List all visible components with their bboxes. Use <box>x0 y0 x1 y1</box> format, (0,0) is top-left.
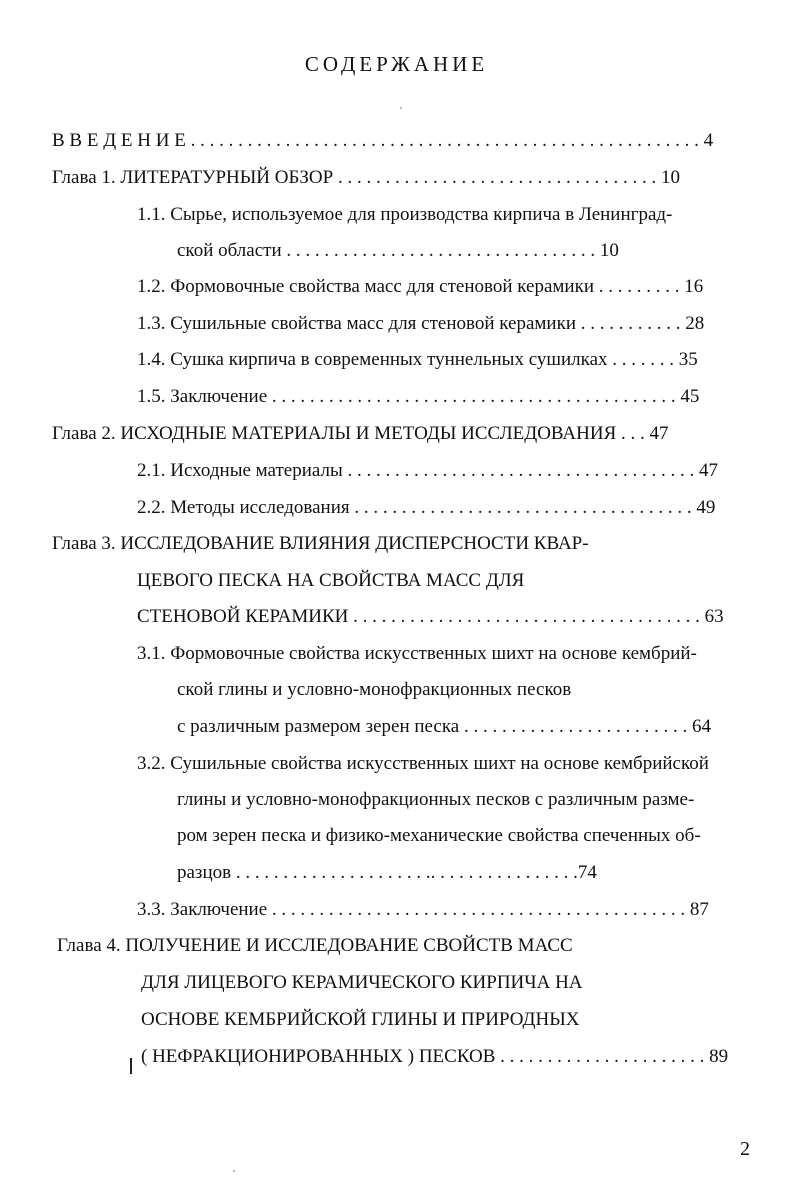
toc-section-3-1: 3.1. Формовочные свойства искусственных шихт на основе кембрий- <box>137 643 697 664</box>
toc-chapter-4-cont: ДЛЯ ЛИЦЕВОГО КЕРАМИЧЕСКОГО КИРПИЧА НА <box>141 972 583 993</box>
toc-section-3-2-cont-2: ром зерен песка и физико-механические свойства спеченных об- <box>177 825 701 846</box>
toc-section-3-1-cont: ской глины и условно-монофракционных песков <box>177 679 572 700</box>
toc-section-3-3: 3.3. Заключение . . . . . . . . . . . . . . . . . . . . . . . . . . . . . . . . . . . . . . . . . . . . 87 <box>137 899 709 920</box>
toc-chapter-2: Глава 2. ИСХОДНЫЕ МАТЕРИАЛЫ И МЕТОДЫ ИССЛЕДОВАНИЯ . . . 47 <box>52 423 669 444</box>
page-number: 2 <box>740 1138 750 1160</box>
toc-section-1-1: 1.1. Сырье, используемое для производства кирпича в Ленинград- <box>137 204 673 225</box>
toc-section-3-2-cont-3: разцов . . . . . . . . . . . . . . . . . . . . .. . . . . . . . . . . . . . . .74 <box>177 862 597 883</box>
toc-section-1-3: 1.3. Сушильные свойства масс для стеновой керамики . . . . . . . . . . . 28 <box>137 313 705 334</box>
toc-section-2-2: 2.2. Методы исследования . . . . . . . . . . . . . . . . . . . . . . . . . . . . . . . . . . . . 49 <box>137 497 716 518</box>
toc-section-3-1-cont-2: с различным размером зерен песка . . . . . . . . . . . . . . . . . . . . . . . . 64 <box>177 716 711 737</box>
margin-mark <box>130 1058 132 1074</box>
toc-section-1-4: 1.4. Сушка кирпича в современных туннельных сушилках . . . . . . . 35 <box>137 349 698 370</box>
toc-section-3-2-cont: глины и условно-монофракционных песков с различным разме- <box>177 789 695 810</box>
toc-section-3-2: 3.2. Сушильные свойства искусственных шихт на основе кембрийской <box>137 753 709 774</box>
toc-chapter-4: Глава 4. ПОЛУЧЕНИЕ И ИССЛЕДОВАНИЕ СВОЙСТВ МАСС <box>57 935 573 956</box>
page-title: СОДЕРЖАНИЕ <box>304 52 489 76</box>
toc-intro: В В Е Д Е Н И Е . . . . . . . . . . . . . . . . . . . . . . . . . . . . . . . . . . . . . . . . . . . . . . . . . . . . . . 4 <box>52 130 714 151</box>
toc-section-1-1-cont: ской области . . . . . . . . . . . . . . . . . . . . . . . . . . . . . . . . . 10 <box>177 240 619 261</box>
toc-section-1-2: 1.2. Формовочные свойства масс для стеновой керамики . . . . . . . . . 16 <box>137 276 704 297</box>
toc-chapter-3-cont: ЦЕВОГО ПЕСКА НА СВОЙСТВА МАСС ДЛЯ <box>137 570 525 591</box>
toc-section-2-1: 2.1. Исходные материалы . . . . . . . . . . . . . . . . . . . . . . . . . . . . . . . . . . . . . 47 <box>137 460 719 481</box>
scan-speck <box>233 1170 235 1172</box>
toc-chapter-3: Глава 3. ИССЛЕДОВАНИЕ ВЛИЯНИЯ ДИСПЕРСНОСТИ КВАР- <box>52 533 589 554</box>
toc-chapter-4-cont-2: ОСНОВЕ КЕМБРИЙСКОЙ ГЛИНЫ И ПРИРОДНЫХ <box>141 1009 580 1030</box>
scan-speck <box>400 107 402 109</box>
toc-chapter-4-cont-3: ( НЕФРАКЦИОНИРОВАННЫХ ) ПЕСКОВ . . . . . . . . . . . . . . . . . . . . . . 89 <box>141 1046 729 1067</box>
toc-chapter-1: Глава 1. ЛИТЕРАТУРНЫЙ ОБЗОР . . . . . . . . . . . . . . . . . . . . . . . . . . . . . . . . . . 10 <box>52 167 680 188</box>
toc-chapter-3-cont-2: СТЕНОВОЙ КЕРАМИКИ . . . . . . . . . . . . . . . . . . . . . . . . . . . . . . . . . . . . . 63 <box>137 606 724 627</box>
toc-section-1-5: 1.5. Заключение . . . . . . . . . . . . . . . . . . . . . . . . . . . . . . . . . . . . . . . . . . . 45 <box>137 386 700 407</box>
